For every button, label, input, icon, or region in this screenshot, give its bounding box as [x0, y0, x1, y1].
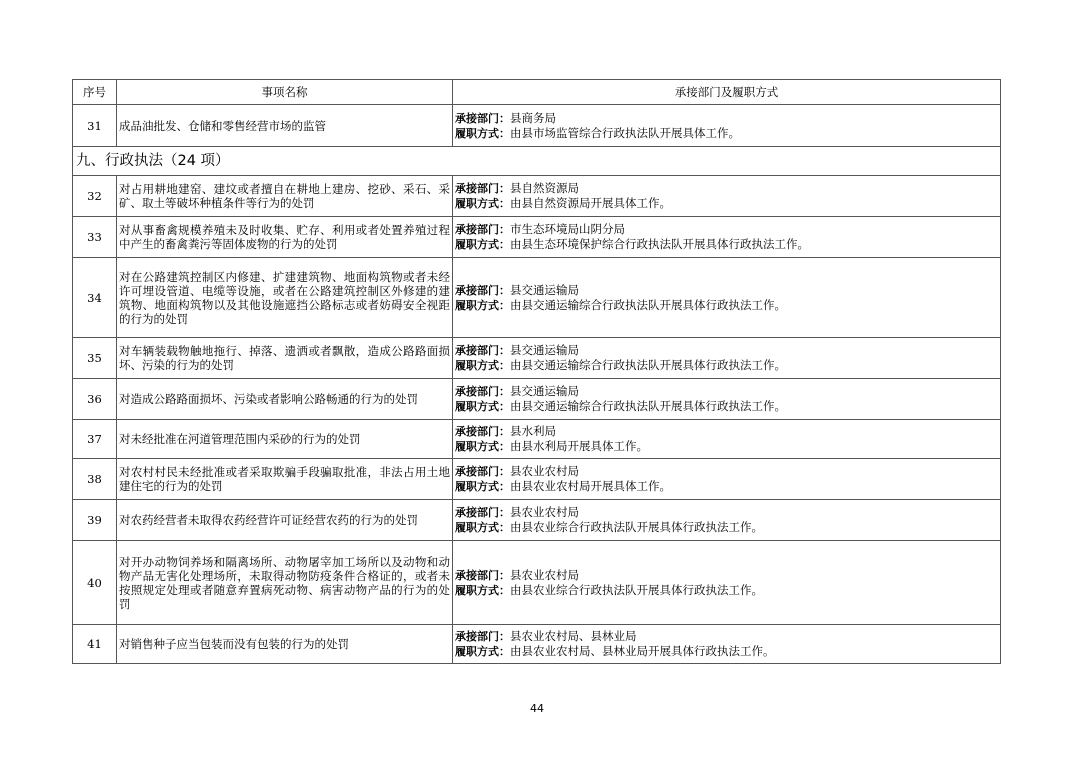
- dept-value: 县自然资源局: [510, 181, 579, 195]
- method-value: 由县交通运输综合行政执法队开展具体行政执法工作。: [510, 297, 786, 312]
- row-number: 31: [73, 105, 117, 147]
- method-label: 履职方式：: [455, 521, 510, 534]
- table-row: [73, 541, 1001, 625]
- table-row: [73, 258, 1001, 338]
- method-label: 履职方式：: [455, 583, 510, 597]
- dept-line: [455, 629, 998, 644]
- dept-method-cell: [453, 105, 1001, 147]
- method-line: [455, 583, 998, 598]
- method-value: 由县农业综合行政执法队开展具体行政执法工作。: [510, 582, 763, 597]
- item-name: 对农药经营者未取得农药经营许可证经营农药的行为的处罚: [117, 500, 453, 541]
- method-label: 履职方式：: [455, 480, 510, 493]
- method-label: 履职方式：: [455, 359, 510, 372]
- method-value: 由县交通运输综合行政执法队开展具体行政执法工作。: [510, 358, 786, 372]
- method-value: 由县交通运输综合行政执法队开展具体行政执法工作。: [510, 399, 786, 413]
- dept-value: 县农业农村局: [510, 567, 579, 582]
- method-line: [455, 196, 998, 211]
- method-line: [455, 520, 998, 535]
- method-value: 由县市场监管综合行政执法队开展具体工作。: [510, 125, 740, 140]
- method-line: [455, 298, 998, 313]
- method-value: 由县水利局开展具体工作。: [510, 439, 648, 453]
- table-row: [73, 420, 1001, 459]
- dept-label: 承接部门：: [455, 568, 510, 582]
- item-name: 对在公路建筑控制区内修建、扩建建筑物、地面构筑物或者未经许可埋设管道、电缆等设施，或者在公路建筑控制区外修建的建筑物、地面构筑物以及其他设施遮挡公路标志或者妨碍安全视距的行为的处罚: [117, 258, 453, 338]
- header-no: 序号: [73, 80, 117, 105]
- dept-method-cell: [453, 625, 1001, 664]
- dept-line: [455, 111, 998, 126]
- dept-method-cell: [453, 217, 1001, 258]
- item-name: 对造成公路路面损坏、污染或者影响公路畅通的行为的处罚: [117, 379, 453, 420]
- dept-line: [455, 384, 998, 399]
- dept-value: 县水利局: [510, 424, 556, 438]
- method-label: 履职方式：: [455, 400, 510, 413]
- method-line: [455, 126, 998, 141]
- method-value: 由县自然资源局开展具体工作。: [510, 196, 671, 210]
- table-row: [73, 500, 1001, 541]
- section-header: [73, 147, 1001, 176]
- dept-label: 承接部门：: [455, 425, 510, 438]
- dept-method-cell: [453, 258, 1001, 338]
- header-item-name: 事项名称: [117, 80, 453, 105]
- method-line: [455, 479, 998, 494]
- method-line: [455, 439, 998, 454]
- dept-line: [455, 343, 998, 358]
- dept-line: [455, 222, 998, 237]
- dept-label: 承接部门：: [455, 465, 510, 478]
- item-name: 成品油批发、仓储和零售经营市场的监管: [117, 105, 453, 147]
- items-table: [72, 79, 1001, 664]
- table-body: [73, 176, 1001, 664]
- row-number: 39: [73, 500, 117, 541]
- item-name: 对从事畜禽规模养殖未及时收集、贮存、利用或者处置养殖过程中产生的畜禽粪污等固体废物的行为的处罚: [117, 217, 453, 258]
- dept-value: 县交通运输局: [510, 282, 579, 297]
- method-value: 由县农业农村局、县林业局开展具体行政执法工作。: [510, 644, 775, 658]
- item-name: 对未经批准在河道管理范围内采砂的行为的处罚: [117, 420, 453, 459]
- item-name: 对占用耕地建窑、建坟或者擅自在耕地上建房、挖砂、采石、采矿、取土等破坏种植条件等行为的处罚: [117, 176, 453, 217]
- row-number: 32: [73, 176, 117, 217]
- dept-value: 县农业农村局: [510, 464, 579, 478]
- dept-label: 承接部门：: [455, 182, 510, 195]
- method-line: [455, 358, 998, 373]
- dept-label: 承接部门：: [455, 111, 510, 125]
- dept-method-cell: [453, 541, 1001, 625]
- dept-label: 承接部门：: [455, 385, 510, 398]
- table-row: [73, 338, 1001, 379]
- method-line: [455, 237, 998, 252]
- dept-label: 承接部门：: [455, 344, 510, 357]
- row-number: 37: [73, 420, 117, 459]
- dept-value: 县商务局: [510, 110, 556, 125]
- item-name: 对开办动物饲养场和隔离场所、动物屠宰加工场所以及动物和动物产品无害化处理场所，未取得动物防疫条件合格证的，或者未按照规定处理或者随意弃置病死动物、病害动物产品的行为的处罚: [117, 541, 453, 625]
- item-name: 对销售种子应当包装而没有包装的行为的处罚: [117, 625, 453, 664]
- section-title: 九、行政执法（24 项）: [73, 147, 1001, 176]
- row-number: 35: [73, 338, 117, 379]
- table-row: [73, 176, 1001, 217]
- dept-value: 市生态环境局山阴分局: [510, 222, 625, 236]
- dept-line: [455, 464, 998, 479]
- dept-method-cell: [453, 500, 1001, 541]
- dept-method-cell: [453, 338, 1001, 379]
- table-row: [73, 459, 1001, 500]
- method-line: [455, 399, 998, 414]
- header-dept-method: 承接部门及履职方式: [453, 80, 1001, 105]
- section-row: [73, 147, 1001, 176]
- row-number: 34: [73, 258, 117, 338]
- dept-line: [455, 424, 998, 439]
- dept-value: 县农业农村局、县林业局: [510, 629, 637, 643]
- method-label: 履职方式：: [455, 298, 510, 312]
- dept-label: 承接部门：: [455, 506, 510, 519]
- row-number: 41: [73, 625, 117, 664]
- row-number: 33: [73, 217, 117, 258]
- dept-line: [455, 283, 998, 298]
- dept-method-cell: [453, 459, 1001, 500]
- method-label: 履职方式：: [455, 440, 510, 453]
- dept-label: 承接部门：: [455, 630, 510, 643]
- table-row: [73, 217, 1001, 258]
- table-header-row: [73, 80, 1001, 105]
- row-number: 36: [73, 379, 117, 420]
- table-row: [73, 625, 1001, 664]
- dept-value: 县交通运输局: [510, 343, 579, 357]
- method-label: 履职方式：: [455, 238, 510, 251]
- method-line: [455, 644, 998, 659]
- item-name: 对车辆装载物触地拖行、掉落、遗洒或者飘散，造成公路路面损坏、污染的行为的处罚: [117, 338, 453, 379]
- row-number: 38: [73, 459, 117, 500]
- method-value: 由县农业农村局开展具体工作。: [510, 479, 671, 493]
- method-label: 履职方式：: [455, 645, 510, 658]
- item-name: 对农村村民未经批准或者采取欺骗手段骗取批准，非法占用土地建住宅的行为的处罚: [117, 459, 453, 500]
- table-row: [73, 105, 1001, 147]
- method-label: 履职方式：: [455, 197, 510, 210]
- dept-line: [455, 505, 998, 520]
- dept-method-cell: [453, 379, 1001, 420]
- method-value: 由县农业综合行政执法队开展具体行政执法工作。: [510, 520, 763, 534]
- dept-label: 承接部门：: [455, 283, 510, 297]
- dept-label: 承接部门：: [455, 223, 510, 236]
- dept-method-cell: [453, 176, 1001, 217]
- dept-value: 县农业农村局: [510, 505, 579, 519]
- dept-line: [455, 181, 998, 196]
- page-number: 44: [530, 702, 544, 715]
- dept-value: 县交通运输局: [510, 384, 579, 398]
- method-value: 由县生态环境保护综合行政执法队开展具体行政执法工作。: [510, 237, 809, 251]
- dept-method-cell: [453, 420, 1001, 459]
- dept-line: [455, 568, 998, 583]
- table-row: [73, 379, 1001, 420]
- method-label: 履职方式：: [455, 126, 510, 140]
- row-number: 40: [73, 541, 117, 625]
- table-body-before-section: [73, 105, 1001, 147]
